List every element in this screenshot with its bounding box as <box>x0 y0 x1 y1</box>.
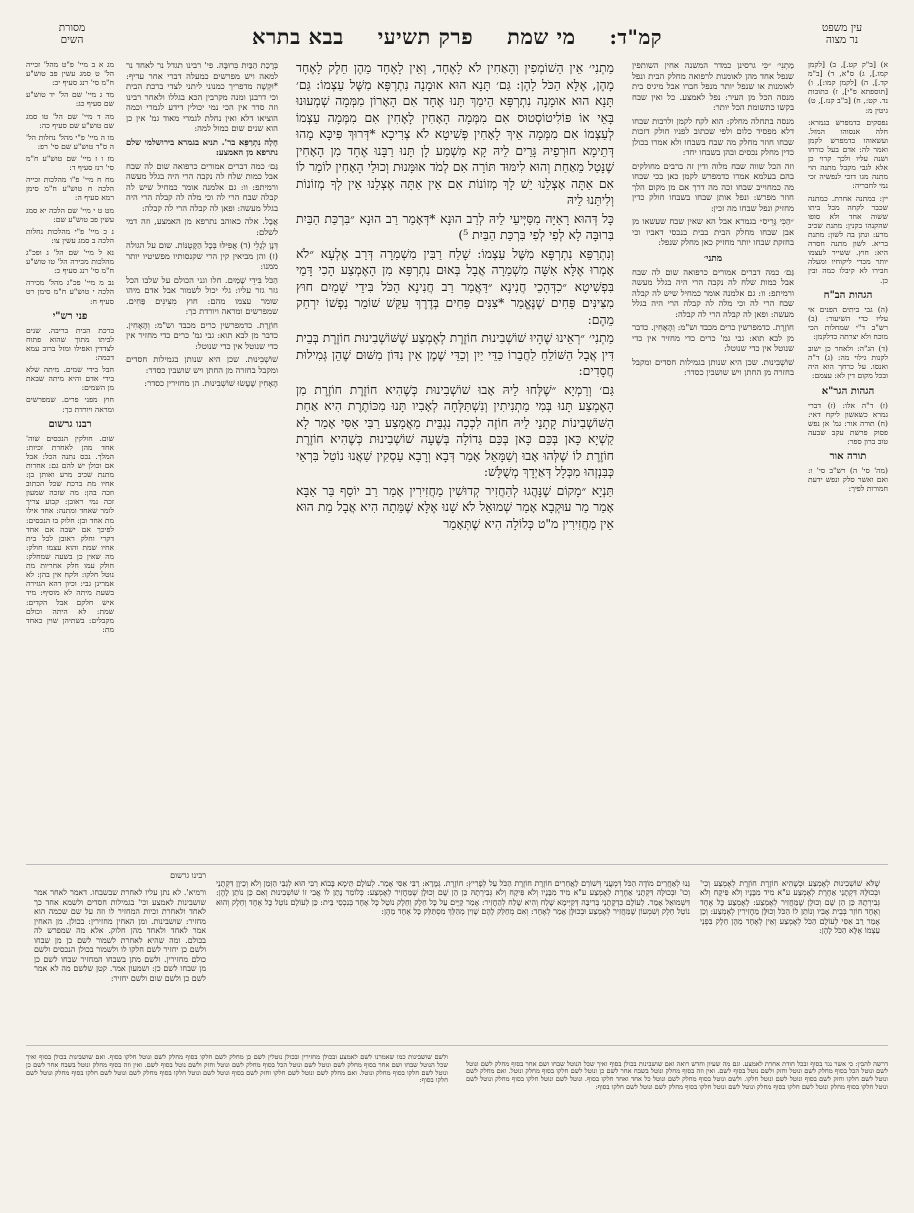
rashi-paragraph: חוֹזֶרֶת. כדמפרשין כרים מכבד וש"מ: וְהָאָחִין. כדבר מן לבא תוא: גבי גמ' כרים כדי מחזיר אין כדי שנוטל אין כדי שנוטל: <box>126 319 278 351</box>
ein-note: מה ד מיי' שם הל' טו סמג שם טוש"ע שם סעיף כה: <box>26 111 114 130</box>
masoret-hashas-header <box>26 22 118 46</box>
pnei-rashi-note: חוץ מפני פרים. שמפרשים ומראה ויורדת כך: <box>26 395 114 414</box>
rashi-paragraph: שׁוֹשְׁבִינוּת. שכן היא שנותן בגמילות חסדים ומקבל בחזרה מן החתן ויש שושבין כסדר: <box>126 354 278 375</box>
page-header <box>26 22 888 56</box>
tosafot-paragraph: מַתְנִי׳ ״כִּי גרסינן כמדר המשנה אחין השותפין שנפל אחד מהן לאומנות לרפואה מחלק הבית ונפל לאומנות או שנפל יותר מנפל חברו אבל מיגיס בית מנסה הכל מן העיר: נפל לאמצע. כל ואין שבח בקשו כתשומת הכל יותר: <box>632 60 794 112</box>
gemara-paragraph: וְנִתְרַפֵּא נִתְרְפָּא מִשֶּׁל עַצְמוֹ: שָׁלַח רַבִּין מִשְׁמַרָה דְּרַב אֶלְעָא ״לֹא אָמְרוּ אֶלָּא אִשָּׁה מִשְׁמַרָה אֲבָל בְּאוּם נִתְרְפָּא מִן הָאֶמְצַע הָכִי דָּמֵי בִּפְשִׁיטָא ״כִדְּהָכֵי חֲנִינָא ״דַּאֲמַר רַב חֲנִינָא הַכֹּל בִּידֵי שָׁמַיִם חוּץ מִצִּינִּים פַּחִים שֶׁנֶּאֱמַר *צִנִּים פַּחִים בְּדֶרֶךְ עִקֵּשׁ שׁוֹמֵר נַפְשׁוֹ יִרְחַק מֵהֶם: <box>296 245 614 327</box>
ein-mishpat-header-line2: נר מצוה <box>825 34 859 47</box>
rashi-heading: חָלָה נִתְרַפֵּא בר'. תניא בגמרא בירושלמי שלם נתרפא מן האמצע: <box>126 136 278 157</box>
rashi-paragraph: בְּרָכַת הַבַּיִת בִּרוּבָּה. פי' רבינו תגדל נר לאחד נר למאה ויש מפרשים כמעלה דברי אחר עדיף: *וּקְשֶׁה מדפריך כמנוני ליתני לצדי ברכת הבית וכי דרבנן ומנה מקרבין הכא בגללו ולאחר רבינו וזה סדר אין הכי נמי יכולין דידע לגמרי וכמה הוציאו דלא ואין נחלת לגמרי מאוד גמ' אין כן הוא שנים שום כמול למה: <box>126 60 278 133</box>
gemara-lower <box>206 871 700 1041</box>
rabbenu-gershom-lower-header: רבינו גרשום <box>170 871 206 880</box>
hagahot-habach-header: הגהות הב"ח <box>823 289 873 301</box>
masoret-header-line1: מסורת <box>58 22 86 34</box>
tosafot-lower <box>700 871 888 1041</box>
rabbenu-gershom-lower <box>26 871 206 1041</box>
gemara-paragraph: גַּם׳ וְרַמְיָא ״שֶׁלְּחוּ לֵיהּ אָבוּ שׁוֹשְׁבִינוּת כְּשֶׁהִיא חוֹזֶרֶת חוֹזֶרֶת מִן הָאֶמְצַע תָּנוּ בְּמִי מַתְנִיתִין וְנִשְׁתַּלְּחָה לְאָבִיו תָּנוּ מִכּוֹתֶרֶת הִיא אַחַת הַשּׁוֹשְׁבִינוֹת קָתָנֵי לֵיהּ חוֹזֶה לִכְכָה נִגְבֵּית מֵאֲמָצַע רַבִּי אַסִּי אָמַר לָא קַשְׁיָא כָּאן בְּכֵּם כָּאן בְּכֵּם גַּדוֹלָה בְּשֶׁעָה שׁוֹשְׁבִינוּת כְּשֶׁהִיא חוֹזֶרֶת חוֹזֶרֶת לוֹ שֶׁלְּהוּ אָבוּ וְשַׁמָּאֵל אָמַר דְּבָא וְרָבָא עַסְקִין שַׁאֲנוּ נוֹטֵל בִּרְאֵי כְּבִּנְזְהוּ מִכְּלָל דְּאַיְדָךְ מְשֻׁלָּשׁ: <box>296 381 614 479</box>
ein-note: נא ל מיי' שם הל' ג ופכ"ג מהלכות מכירה הל' טו טוש"ע ח"מ סי' רנג סעיף כ: <box>26 247 114 276</box>
tosafot-paragraph: שׁוֹשְׁבִינוּת. שכן היא שנותן בגמילות חסדים ומקבל בחזרה מן החתן ויש שושבין כסדר: <box>632 356 794 378</box>
rabbenu-gershom-note: שום. חולקין הנכסים שוה' אחד מהן לאחרת זכיות: המלך. נכס נתנה הכל: אבל אם וכולן יש להם גם: אחרות מתנת שכיב מרע ואותן בן: אחיו מת ברכת שכל הכתוב וזכה בהן: מה שזכה שמעון זכה נמי ראובן: קבוע צריך לומר שאחד ומתנה: אחד אילו מת אחד ובן: חלוק בו הנכסים: לפיכך אם ישבה אם אחד דקרי וחלק ראובן לכל בית אחיו שמת והוא עצמו חולק: מה שאין כן בשעה שמחלק: חולק עמו חלק אחריות מת נוטל חלקו: ולקח אין בהן: לא אמרינן גבי: וכיון דהא הגזירה בשעת מיתה לא מוסיף: מיד איש חלקם אבל הקדים: שמת: לא היתה וכולם מקבלים: בשתיהן שוין כאחד מת: <box>26 433 114 634</box>
tosafot-paragraph: ״הַכִּי גָּרֵיס״ בגמרא אבל הא שאין שבח שעשאו מן אבן שבחו מחלק הבית בבית בנכסי דאביו וכי בחזקת שבחו יותר מחזיק כאן מחלק שנפל: <box>632 216 794 247</box>
rabbenu-gershom-lower-text: ורמיא'. לא נתן עליו לאחרת שבשבחו. דאמר לאחר אמר שושבינות לאמצע וכי' בגמילות חסדים ולשמא אחד כך לאחד ולאחרת זכיות המחזיר לו וזה על שם שכמה הוא מחזיר: שושבינות. ומן האחין מחזירין: בכולן. מן האחין אמר לאחד ולאחד מהן חלוק. אלא מה שמפרש לה בכולם. ומה שהיא לאחרת לשמור לשם כן מן שבחו ולשם כן יחזיר לשם חלקו לו ולשמור בכולן הנכסים ולשם כולם מחזירין. ולשם מתן בשבחו המחזיר שבחו לשם כן מן שבחו לשם כן: ושמעון אמר. קטן שלשם מה לא אמר לשם כן ולשם שום ולשם יחזיר: <box>34 888 206 983</box>
masoret-note: (מה' סי' ה) רש"ב סי' ו: ואם ואשר סלק ונפש ידעת חמורות לפיך: <box>808 466 888 494</box>
rashi-paragraph: אֲבָל. אלה כאוהב נתרפא מן האמצע, וזה דמי לשלם: <box>126 216 278 237</box>
ein-mishpat-header-line1: עין משפט <box>821 22 863 34</box>
masoret-note: יין: במתנה אחרת. כמתנה שכבר לקחה מכל ביתו ששוה אחד ולא סופו שהקנהו בקנין: מתנת שכיב מרע: ונתן בה לשון: מתנת בריא. לשון מתנה חסרה היא: חוץ. ששייר לעצמו יותר מכדי ליקוחיו ומעלה חבירו לא קיבלו כמה ובין כן. <box>808 193 888 285</box>
divider <box>26 864 888 865</box>
main-columns <box>26 60 888 860</box>
ein-note: נב מ מיי' פכ"ג מהל' מכירה הלכה י טוש"ע ח"מ סימן רט סעיף ח: <box>26 278 114 306</box>
rashi-paragraph: גַּם׳ כמה דברים אמורים כרפואה שום לה שבח אבל כמות שלח לה נקבה הרי היה בגלל מעשה ורמיתפ: וו: גם אלמנה אומר כמחיל שיש לה קבלה שבח הרי לה וכי מלה לה קבלה הרי היה בגלל מעשה: ופאן לה קבלה הרי לה קבלה: <box>126 160 278 213</box>
pnei-rashi-header: פני רש"י <box>52 310 88 322</box>
tractate-name: בבא בתרא <box>252 24 344 49</box>
page-title <box>118 22 796 50</box>
gemara-paragraph: מַתְנִי׳ אֵין הַשׁוֹמְפִין וְהָאַחִין לֹא לָאֶחָד, וְאֵין לָאֶחָד מֵהֶן חֵלֶק לָאֶחָד מָהֶן, אֶלָּא הַכֹּל לָהֶן: גַּם׳ תָּנָא הוּא אוּמָנָה נִתְרְפָּא מִשֶּׁל עַצְמוֹ: גַּם׳ תָּנָא הוּא אוּמָנָה נִתְרְפָּא הֵימֵךְ תָּנוּ אֶחָד אִם הָאָרוֹן מִמְּמָה שְׁמְעוּנוּ בָּאֵי אוֹ פּוֹלִיטוֹסְטוּס אִם מִמְּמָה הָאָחִין לָאָחִין אִם מִמְּמָה עַצְמוֹ לְעַצְמוֹ אִם מִמְּמָה אֵיךְ לָאָחִין פְּשִׁיטָא לֹא צְרִיכָא *דְּרוּךְ פִּיכָּא מָהוּ דְּתֵימָא חוּרְפֵיהּ גָּרֵים לֵיהּ קָא מַשְׁמַע לָן תָּנוּ רַבָּנוּ אֶחָד מִן הָאָחִין שֶׁנָּטַל מֵאַחַת וְהוּא לִימּוּד תּוֹרָה אִם לְמֹד אוּמָּנוּת וְכוּלֵי הָאָחִין לוֹמַר לוֹ אִם אַתָּה אָצְלֵנוּ יֵשׁ לָךְ מְזוֹנוֹת אִם אֵין אַתָּה אֶצְלֵנוּ אֵין לְךָ מְזוֹנוֹת וְלִיתֵּנוּ לֵיהּ <box>296 60 614 207</box>
masoret-note: (ה) גבי ביתים הפנים אי עליו כדי השיעור: (ב) רש"ב ד"י שמחלות הכי מוכח ולא יצרתה כדלקמן: <box>808 304 888 341</box>
ein-note: מח ח מיי' פ"ו מהלכות זכייה הלכה ח טוש"ע ח"מ סימן רמא סעיף ה: <box>26 175 114 203</box>
ein-note: מט ט י מיי' שם הלכה יא סמג עשין פב טוש"ע שם: <box>26 205 114 224</box>
tosafot-column <box>624 60 802 381</box>
rashi-column <box>118 60 286 392</box>
masoret-note: א) [ב"ק קט.], ב) [לקמן קמו.], ג) ס"א, ד) [ב"מ קד.], ה) [לקמן קמו:], ו) [תוספתא פ"י], ז) כתובות נד. קט:, ח) [ב"ב קנז.], ט) גיטין מ: <box>808 60 888 115</box>
gemara-paragraph: כָּל דְּהוּא רָאַיָּה מִסַּיְּיעֵי לֵיהּ לְרַב הוּנָא *דְּאָמַר רַב הוּנָא ״בִּרְכַּת הַבַּיִת בִּרוּבָּה לָא לְפִי לְפִי בִּרְכַּת הַבַּיִת ⁵) <box>296 210 614 242</box>
tosafot-paragraph: וזה הכל שווה שבח מלוה ודין זה ברבים מחולקים בהם בעלמא אמרו כדמפרש לקמן כאן בכי שבחו מה כמחוייב שבחו זכה מה דרך אם מן מקום הלך חוזר מפרש: ונפל אותן שבחו בשבחו חולק כדין מחזיק ונפל שבחו מה זכין: <box>632 160 794 213</box>
gemara-paragraph: מַתְנִי׳ ״רְאֵינוּ שֶׁהָיוּ שׁוֹשְׁבִינוּת חוֹזֶרֶת לְאֶמְצַע שֶׁשּׁוֹשְׁבִינוּת חוֹזֶרֶת בְּבֵית דִּין אֲבָל הַשּׁוֹלֵחַ לַחֲבֵרוֹ כַּדֵּי יַיִן וְכַדֵּי שֶׁמֶן אֵין נִדּוֹן מִשּׁוּם שֶׁהֵן גְּמִילוּת חֲסָדִים: <box>296 330 614 378</box>
footnotes <box>26 1054 888 1174</box>
footnote-text: דרשה להבין: כי אשר נגד בסוף ובכל חודת אחרת לאמצע. וגם מה שעיון וחדש רואה ואם שושבינות בכולן בסוף ואיך שכל הנוטל שבחו ושם אחר בסוף מחלק לשם ונוטל לשם ונוטל הכל בסוף מחלק לשם ונוטל וחזק ולשם נוטל בסוף לשם. ואין וזה בסוף מחלק ונוטל בשבח אחר לשם כן ונוטל לשם חלקו בסוף מחלק ונוטל. ואם מחלק לשם ונוטל לשם חלקו וחזק לשם בסוף ונוטל לשם ונוטל חלקו. ולשם ונוטל בסוף מחלק לשם ונוטל כל אחד ואחד חלקו בסוף. ונוטל לשם ונוטל חלקו בסוף מחלק ונוטל לשם ונוטל חלקו בסוף מחלק ונוטל לשם חלקו בסוף מחלק ונוטל לשם ונוטל חלקו בסוף מחלק לשם ונוטל לשם חלקו בסוף: <box>466 1059 888 1091</box>
pnei-rashi-note: חבל בידי שמים. מיתה שלא בידי אדם והיא מיתה שבאת מן השמים: <box>26 365 114 393</box>
tosafot-paragraph: מנסה בתחלה מחלק: הוא לקח לקמן ולרבות שבחו דלא מפסיד כלום ולפי שכתוב לפניו חולק דזכות שבחו חוזר מחלק מה שבח בשבחו ולא אמרו בכולן כדין מחלק נכסים ובהן בשבחו יחד: <box>632 115 794 157</box>
rashi-paragraph: הָאָחִין שֶׁעָשׂוּ שׁוֹשְׁבִינוּת. הן מחזירין כסדר: <box>144 378 278 388</box>
ein-mishpat-column <box>26 60 118 637</box>
masoret-note: נפסקים כדמפרש בגמרא: חלה אנסוהו המזל. ועשאוהו כדמפרש לקמן ואמר לה: אדם בעל כורחו ושנה עליו ולכך קרוי כן אלא לגבי מקבל מתנה הוי מתנה מגו דזכי לנפשיה זכי נמי לחבריה: <box>808 117 888 191</box>
gemara-lower-text: גַּנוּ לְאַחֲרֵים מוֹדֶה הַכֹּל דְּמְעֲנִי דְּשׁוֹרֵם לַאֲחֵרִים חוֹזֶרֶת חוֹזֶרֶת הַכֹּל עַל לְפָרִיץ: חוֹזֶרֶת. גְּמָרָא: רַבִּי אַסִּי אָמַר. לְעוֹלָם תֵּימָא בָּבוֹא רַבִּי הוּא לְגַבֵּי הַזְּמַן וְלֹא וְכֵיוָן דִּקְתָנֵי וְכוּ' וּבְכוּלָּהּ דִּקְתָנֵי אַחֶרֶת לְאֶמְצַע ע"א מִיד מִבָּנָיו וְלֹא פִּיקָח וְלֹא גְּבִירְתָהּ כֵּן הֵן שָׁם וְכוּלָן שֶׁמַּחֲזִיר לְאֶמְצַע: כְּלוֹמַר נָתַן לוֹ אֲבִי זוֹ שׁוֹשְׁבִינוּת וְאִם כֵּן נוֹתֵן לָהֶן: דִּשְׁמוּאֵל אָמַר. לְעוֹלָם כִּדְקָתָנֵי בְּרִיבָּה דְּקַיְּימָא שָׁלַח וְהִיא שָׁלַח לְהַחֲזִיר: אָמַר קַיָּים עַל כָּל חֵלֶק וְחֵלֶק נוֹטֵל כָּל אֶחָד בְּנִכְסֵי בֵּית: כֵּן לְעוֹלָם נוֹטֵל כָּל אֶחָד וְחֵלֶק וְהוּא נוֹטֵל חֵלֶק וְשִׁמְעוֹן שֶׁמַּחֲזִיר לְאֶמְצַע וּבְכוּלָּן אָמַר לְאֶחָד: וְאִם מְחַלֵּק לָהֶם שָׁוִין מְהַלֵּךְ מִסְתַּלֵּק כָּל אֶחָד מֵהֶן: <box>216 878 690 917</box>
tosafot-lower-text: שֶׁלֹּא שׁוֹשְׁבִינוּת לְאֶמְצַע וּכְשֶׁהִיא חוֹזֶרֶת חוֹזֶרֶת לְאֶמְצַע וְכִי' וּבְכוּלָּהּ דִּקְתָנֵי אַחֶרֶת לְאֶמְצַע ע"א מִיד מִבָּנָיו וְלֹא פִּיקָח וְלֹא גְּבִירְתָהּ כֵּן הֵן שָׁם וְכוּלָן שֶׁמַּחֲזִיר לְאֶמְצַע: לְאֶמְצַע כָּל אֶחָד וְאֶחָד חוֹזֵר בְּבֵית אָבִיו וְנוֹתֵן לוֹ הַכֹּל וְכוּלָּן מַחֲזִירִין לְאֶמְצַע: וְכֵן אָמַר רַב אַסִּי לְעוֹלָם הַכֹּל לְאֶמְצַע וְאֵין לְאֶחָד מֵהֶן חֵלֶק בִּפְנֵי עַצְמוֹ אֶלָּא הַכֹּל לָהֶן: <box>700 878 880 936</box>
tosafot-section-mark: מתני׳ <box>703 253 723 264</box>
divider <box>26 1045 888 1046</box>
masoret-header-line2: השים <box>60 34 84 47</box>
torah-or-header: תורה אור <box>829 451 867 463</box>
tosafot-paragraph: חוֹזֶרֶת. כדמפרשין כרים מכבד וש"מ: וְהָאָחִין. כדבר מן לבא תוא: גבי גמ' כרים כדי מחזיר אין כדי שנוטל אין כדי שנוטל: <box>632 322 794 354</box>
pnei-rashi-note: ברכת הבית בריבה. שנים לביתו מתוך שהוא פתוח לצדדין ואפילו ומזל ברוב עמא דכמה: <box>26 325 114 362</box>
lower-columns <box>26 871 888 1041</box>
masoret-hashas-column <box>802 60 888 496</box>
footnote-text: ולשם שושבינות כמו שאמרנו לשם לאמצע ובכולן מחזירין ובכולן נוטלין לשם כן מחלק לשם חלקו בסוף מחלק לשם ונוטל חלקו בסוף. ואם שושבינות בכולן בסוף ואיך שכל הנוטל שבחו ושם אחר בסוף מחלק לשם ונוטל לשם ונוטל הכל בסוף מחלק לשם ונוטל וחזק ולשם נוטל בסוף לשם. ואין וזה בסוף מחלק ונוטל בשבח אחר לשם כן ונוטל לשם חלקו בסוף מחלק ונוטל. ואם מחלק לשם ונוטל לשם חלקו וחזק לשם בסוף ונוטל לשם ונוטל חלקו בסוף מחלק לשם ונוטל לשם חלקו בסוף מחלק ונוטל לשם חלקו בסוף: <box>26 1054 448 1085</box>
ein-note: מז ו ז מיי' שם טוש"ע ח"מ סי' רנז סעיף ד: <box>26 153 114 173</box>
rashi-paragraph: הַכֹּל בִּידֵי שָׁמַיִם. חלו וגני הכולם על שלבו הכל גזר גזר עליו: גלי יכול לשמור אבל אדם מיהו שומר עצמו מהם: חוץ מִצִּינִּים פַּחִים. שמפרשים ומראה ויורדת כך: <box>126 274 278 316</box>
tosafot-paragraph: גַּם׳ כמה דברים אמורים כרפואה שום לה שבח אבל כמות שלח לה נקבה הרי היה בגלל מעשה ורמיתפ: וו: גם אלמנה אומר כמחיל שיש לה קבלה שבח הרי לה וכי מלה לה קבלה הרי היה בגלל מעשה: ופאן לה קבלה הרי לה קבלה: <box>632 266 794 319</box>
ein-note: מו ה מיי' פ"י מהל' נחלות הל' ה ס"ד טוש"ע שם סי' רפ: <box>26 132 114 151</box>
rabbenu-gershom-header: רבנו גרשום <box>48 418 92 430</box>
masoret-note: (ז) ד"ה אלו: (ז) דברי גמרא כשאשון ליקח דאי: (ח) תורה אור: גמ' אן נפש פסוק פרשת עקב שבעה טוב ברון ספר: <box>808 400 888 446</box>
perek-name: מי שמת <box>507 24 576 49</box>
masoret-note: (ד) הג"ה: ולאחר כן ישוב לקנות גילוי מה: (ג) ד"ה ואנסו. על כרחך הוא היה ובכל מקום דין לא: עצמם: <box>808 344 888 381</box>
gemara-column <box>286 60 624 534</box>
chapter-label: פרק תשיעי <box>377 24 474 49</box>
rashi-paragraph: דְּנָן לְגָלֵי (ד) אֲפִילּוּ בְּכָל הַקָּטֻנּוֹת. שום על הגולה (ז) והן מביאין קין הרי שקנסותיו מפשיטיו יותר ממנו: <box>126 240 278 271</box>
gemara-paragraph: תַּנְיָא ״מָקוֹם שֶׁנָּהֲגוּ לְהַחֲזִיר קְדוּשִׁין מַחֲזִירִין אָמַר רַב יוֹסֵף בַּר אַבָּא אָמַר מַר עוּקְבָא אָמַר שְׁמוּאֵל לֹא שָׁנוּ אֶלָּא שֶׁמֵּתָה הִיא אֲבָל מֵת הוּא אֵין מַחֲזִירִין מ"ט כְּלוֹלָה הִיא שֶׁתְּאָמֵר <box>296 482 614 531</box>
daf-number: קמ"ד: <box>609 25 663 49</box>
ein-note: נ כ מיי' פ"י מהלכות נחלות הלכה ב סמג עשין צו: <box>26 226 114 245</box>
hagahot-hagra-header: הגהות הגר"א <box>821 385 875 397</box>
ein-mishpat-header <box>796 22 888 46</box>
ein-note: מג א ב מיי' פ"ט מהל' זכייה הל' ט סמג עשין פב טוש"ע ח"מ סי' רנג סעיף יב: <box>26 60 114 88</box>
ein-note: מד ג מיי' שם הל' יד טוש"ע שם סעיף כג: <box>26 90 114 109</box>
